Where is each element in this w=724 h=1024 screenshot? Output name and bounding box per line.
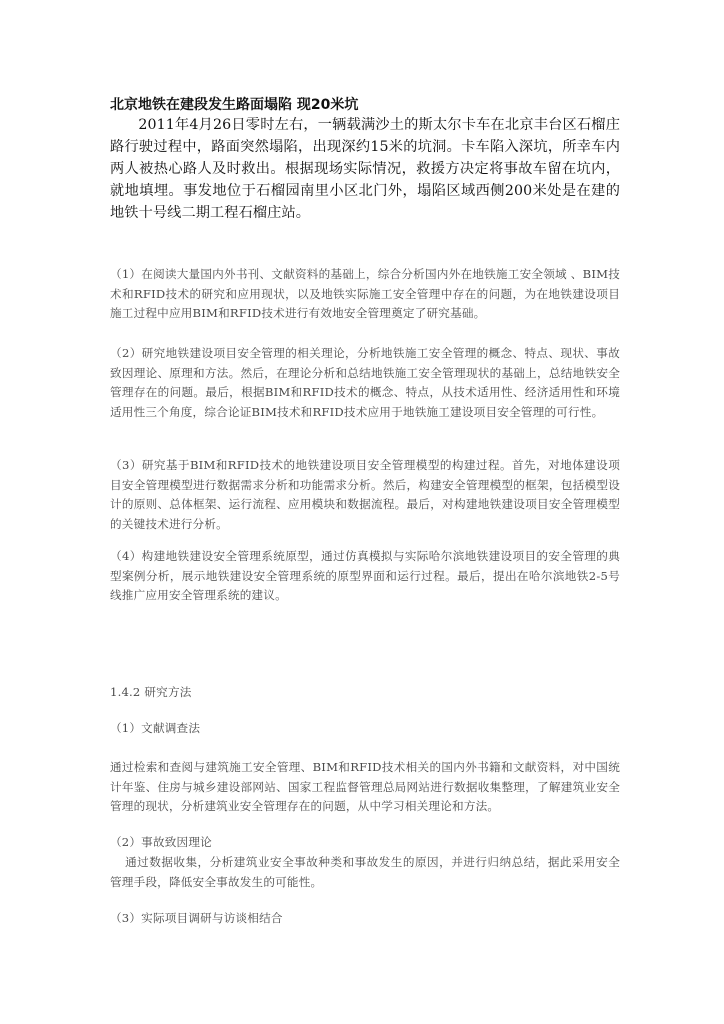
research-item-4: （4）构建地铁建设安全管理系统原型，通过仿真模拟与实际哈尔滨地铁建设项目的安全管理的典型案例分析，展示地铁建设安全管理系统的原型界面和运行过程。最后，提出在哈尔滨地铁2-5号线推广应用安全管理系统的建议。 bbox=[110, 549, 620, 602]
method-1-title: （1）文献调查法 bbox=[110, 721, 201, 735]
research-item-3: （3）研究基于BIM和RFID技术的地铁建设项目安全管理模型的构建过程。首先，对地体建设项目安全管理模型进行数据需求分析和功能需求分析。然后，构建安全管理模型的框架，包括模型设计的原则、总体框架、运行流程、应用模块和数据流程。最后，对构建地铁建设项目安全管理模型的关键技术进行分析。 bbox=[110, 458, 620, 531]
research-item-2: （2）研究地铁建设项目安全管理的相关理论，分析地铁施工安全管理的概念、特点、现状、事故致因理论、原理和方法。然后，在理论分析和总结地铁施工安全管理现状的基础上，总结地铁安全管理存在的问题。最后，根据BIM和RFID技术的概念、特点，从技术适用性、经济适用性和环境适用性三个角度，综合论证BIM技术和RFID技术应用于地铁施工建设项目安全管理的可行性。 bbox=[110, 346, 620, 419]
method-2-body: 通过数据收集，分析建筑业安全事故种类和事故发生的原因，并进行归纳总结，据此采用安全管理手段，降低安全事故发生的可能性。 bbox=[110, 855, 620, 889]
research-item-1: （1）在阅读大量国内外书刊、文献资料的基础上，综合分析国内外在地铁施工安全领域 、BIM技术和RFID技术的研究和应用现状，以及地铁实际施工安全管理中存在的问题，为在地铁建设项目施工过程中应用BIM和RFID技术进行有效地安全管理奠定了研究基础。 bbox=[110, 267, 620, 320]
news-excerpt bbox=[110, 96, 620, 224]
section-heading: 1.4.2 研究方法 bbox=[110, 685, 192, 699]
method-1-body: 通过检索和查阅与建筑施工安全管理、BIM和RFID技术相关的国内外书籍和文献资料，对中国统计年鉴、住房与城乡建设部网站、国家工程监督管理总局网站进行数据收集整理，了解建筑业安全管理的现状，分析建筑业安全管理存在的问题，从中学习相关理论和方法。 bbox=[110, 760, 620, 813]
news-body: 2011年4月26日零时左右，一辆载满沙土的斯太尔卡车在北京丰台区石榴庄路行驶过程中，路面突然塌陷，出现深约15米的坑洞。卡车陷入深坑，所幸车内两人被热心路人及时救出。根据现场实际情况，救援方决定将事故车留在坑内，就地填埋。事发地位于石榴园南里小区北门外，塌陷区域西侧200米处是在建的地铁十号线二期工程石榴庄站。 bbox=[110, 117, 620, 221]
news-title: 北京地铁在建段发生路面塌陷 现20米坑 bbox=[110, 97, 359, 113]
method-2-title: （2）事故致因理论 bbox=[110, 835, 212, 849]
method-3-title: （3）实际项目调研与访谈相结合 bbox=[110, 911, 283, 925]
